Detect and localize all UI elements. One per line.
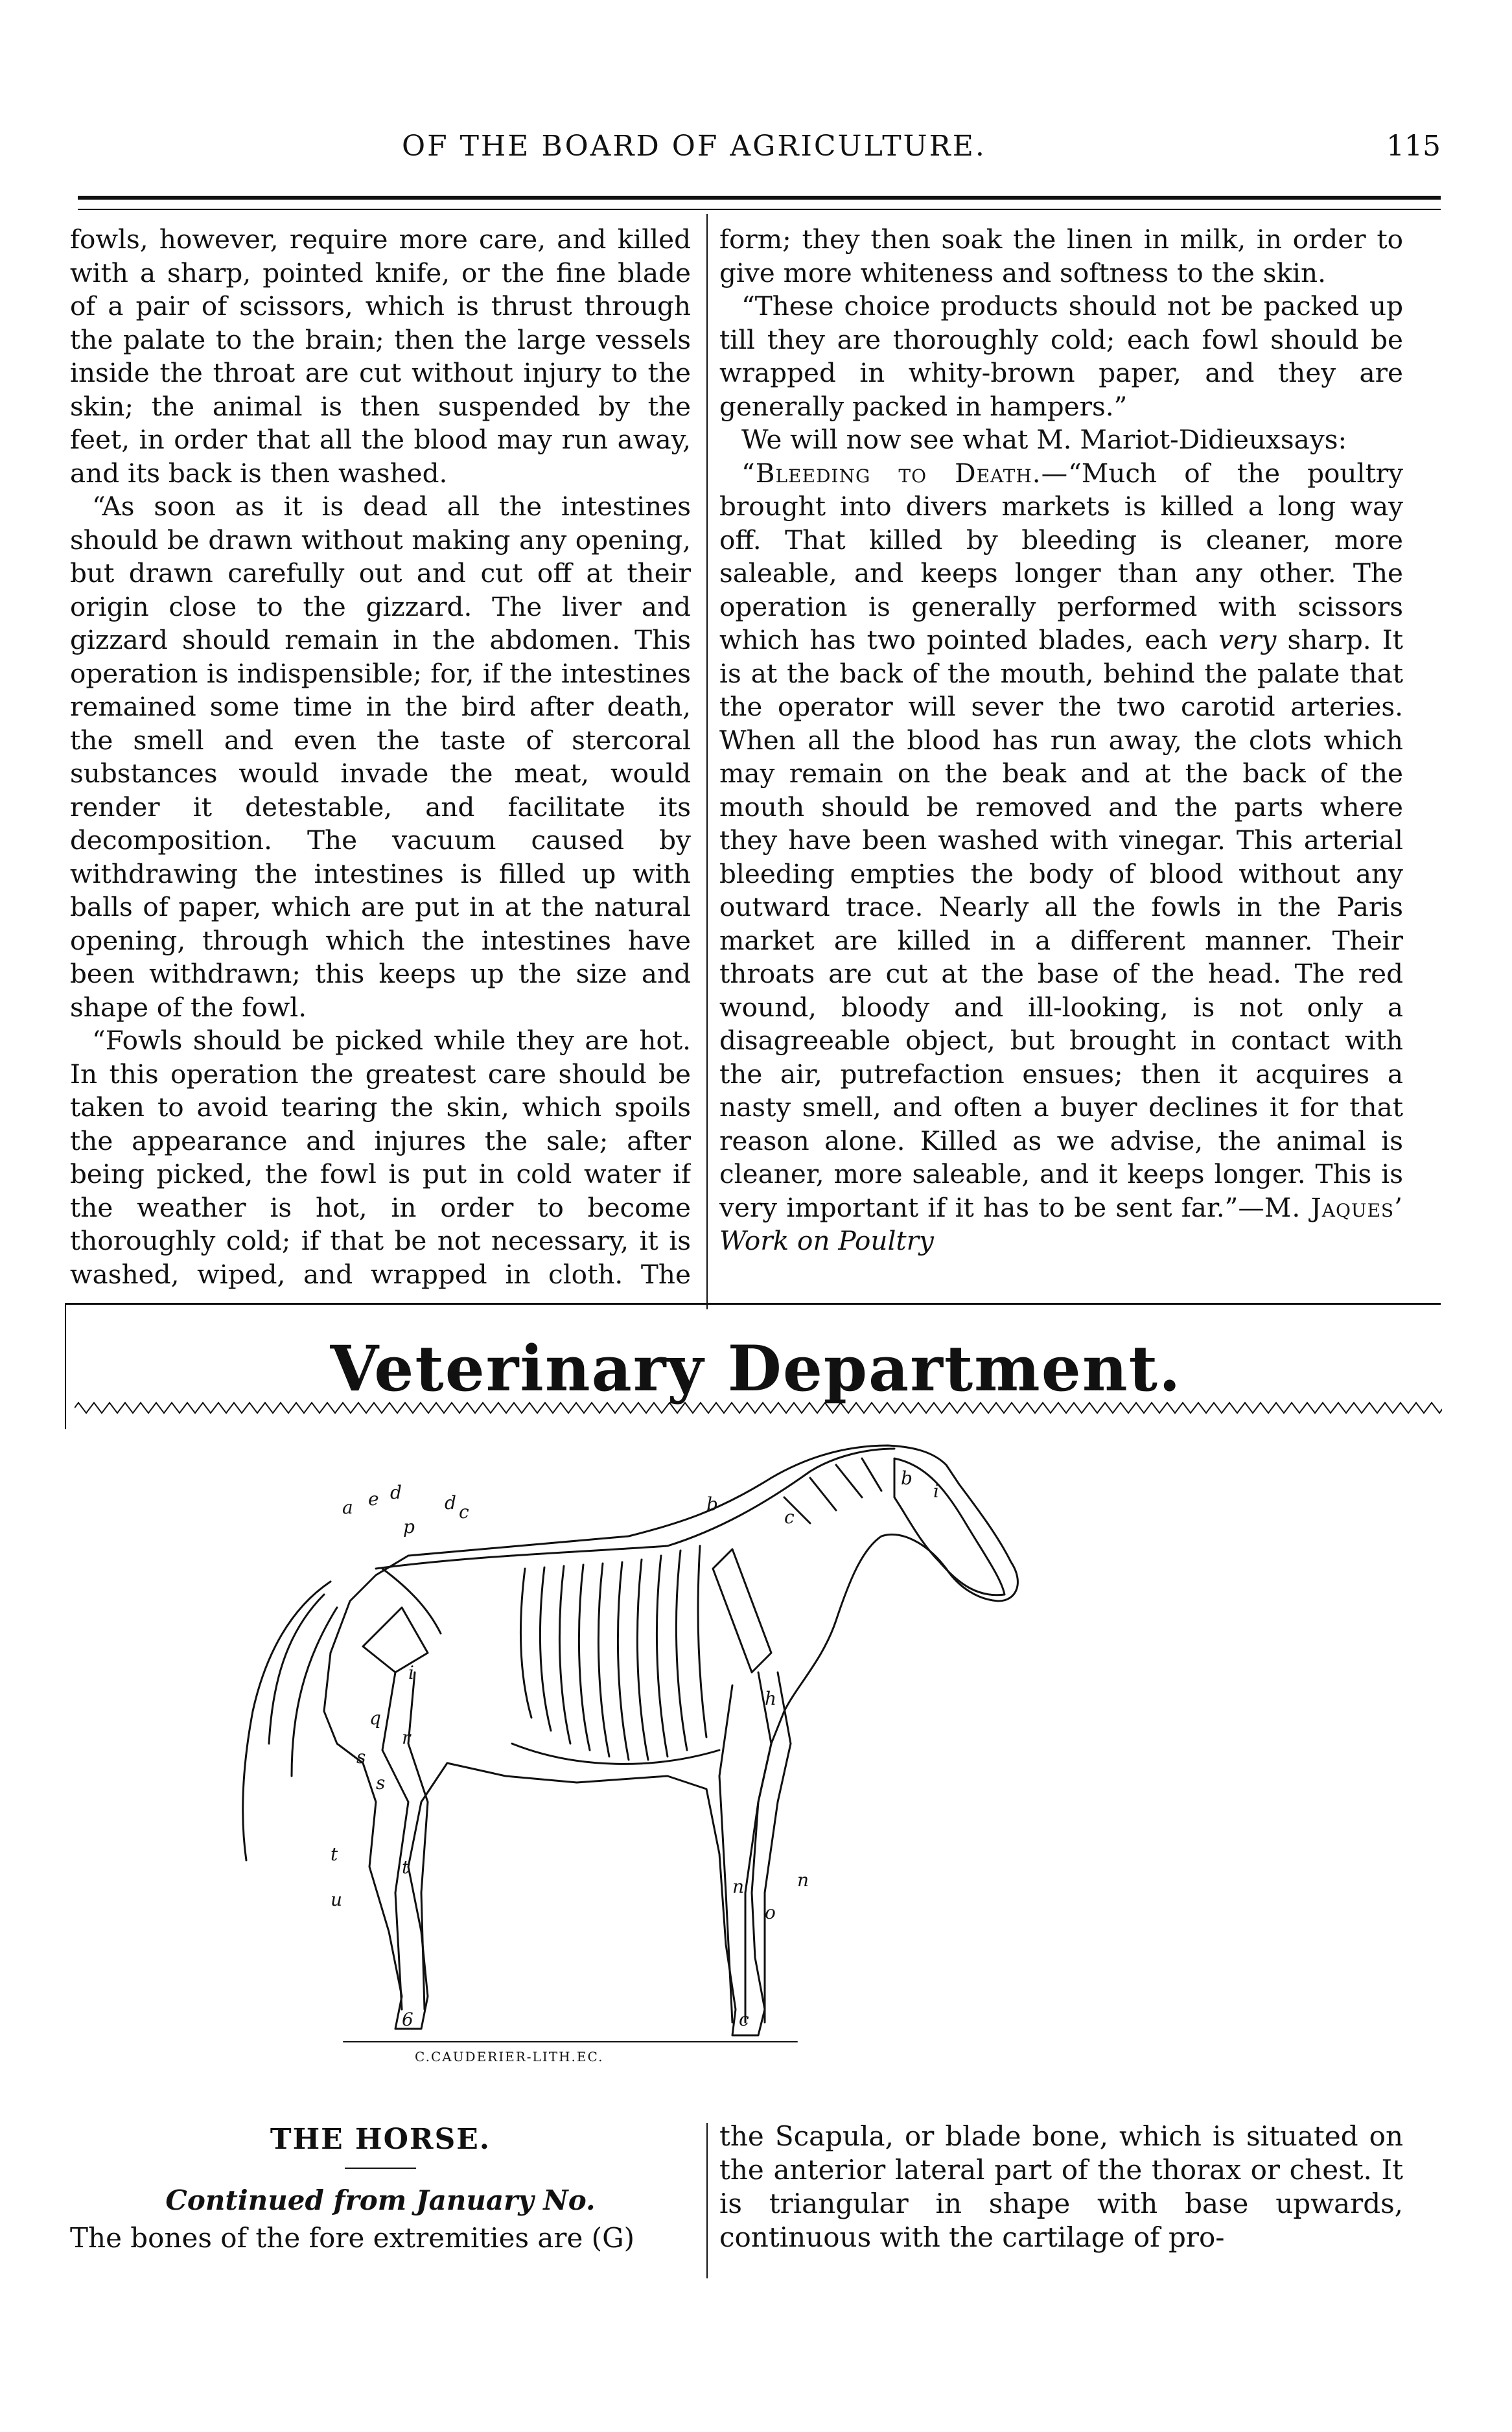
continued-note: Continued from January No. [165,2184,596,2216]
figure-label: s [376,1772,386,1794]
horse-outline [324,1445,1018,2035]
right-column [719,223,1403,1292]
bleeding-text-a: “Much of the poultry brought into divers markets is killed a long way off. That killed by bleeding is cleaner, more saleable, and keeps longer than any other. The operation is generally performed with scissors which has two pointed blades, each [719,457,1403,655]
horse-skeleton-illustration [214,1439,1199,2087]
figure-label: o [765,1902,776,1923]
right-paragraph-1: form; they then soak the linen in milk, in order to give more whiteness and softness to the skin. [719,224,1403,288]
figure-label: i [408,1662,414,1683]
figure-label: c [784,1506,795,1528]
running-title: OF THE BOARD OF AGRICULTURE. [402,130,986,163]
figure-label: h [765,1688,777,1709]
citation-work: Work on Poultry [719,1225,934,1256]
horse-ribcage [512,1546,719,1764]
figure-label: a [342,1497,353,1518]
engraver-signature: C.CAUDERIER-LITH.EC. [415,2049,604,2064]
page-number: 115 [1386,130,1441,163]
figure-label: i [933,1480,939,1502]
figure-label: d [445,1492,456,1514]
figure-label: c [459,1501,469,1523]
right-paragraph-2: “These choice products should not be packed up till they are thoroughly cold; each fowl should be wrapped in whity-brown paper, and they are generally packed in hampers.” [719,290,1403,422]
horse-article-left-text: The bones of the fore extremities are (G) [70,2222,635,2254]
left-paragraph-3: “Fowls should be picked while they are hot. In this operation the greatest care should be taken to avoid tearing the skin, which spoils the appearance and injures the sale; after being picked, the fowl is put in cold water if the weather is hot, in order to become thoroughly cold; if that be not necessary, it is washed, wiped, and wrapped in cloth. The [70,1025,691,1290]
right-paragraph-3: We will now see what M. Mariot-Didieuxsays: [741,424,1347,455]
horse-hind-limb [382,1672,428,2009]
horse-neck-vertebrae [784,1458,881,1523]
left-paragraph-2: “As soon as it is dead all the intestines should be drawn without making any opening, but drawn carefully out and cut off at their origin close to the gizzard. The liver and gizzard should remain in the abdomen. This operation is indispensible; for, if the intestines remained some time in the bird after death, the smell and even the taste of stercoral substances would invade the meat, would render it detestable, and facilitate its decomposition. The vacuum caused by withdrawing the intestines is filled up with balls of paper, which are put in at the natural opening, through which the intestines have been withdrawn; this keeps up the size and shape of the fowl. [70,491,691,1023]
horse-article-right-text: the Scapula, or blade bone, which is situated on the anterior lateral part of the thorax or chest. It is triangular in shape with base upwards, continuous with the cartilage of pro- [719,2120,1403,2253]
figure-label: n [797,1869,809,1891]
bleeding-text-b: sharp. It is at the back of the mouth, behind the palate that the operator will sever the two carotid arteries. When all the blood has run away, the clots which may remain on the beak and at the back of the mouth should be removed and the parts where they have been washed with vinegar. This arterial bleeding empties the body of blood without any outward trace. Nearly all the fowls in the Paris market are killed in a different manner. Their throats are cut at the base of the head. The red wound, bloody and ill-looking, is not only a disagreeable object, but brought in contact with the air, putrefaction ensues; then it acquires a nasty smell, and often a buyer declines it for that reason alone. Killed as we advise, the animal is cleaner, more saleable, and it keeps longer. This is very important if it has to be sent far.”— [719,624,1403,1223]
bleeding-heading: “Bleeding to Death.— [741,457,1069,489]
horse-pelvis [363,1569,441,1672]
figure-label: t [402,1856,410,1878]
header-rule-thin [78,209,1441,210]
horse-article-right [719,2120,1403,2254]
department-title: Veterinary Department. [330,1332,1182,1405]
figure-label: c [739,2009,749,2030]
department-rule [65,1303,1441,1305]
figure-label: e [368,1488,379,1510]
column-divider-bottom [706,2123,708,2278]
figure-label: t [331,1843,338,1865]
right-paragraph-4 [719,457,1403,1258]
column-divider [706,214,708,1309]
figure-label: s [356,1746,366,1768]
figure-label: 6 [402,2009,413,2030]
figure-label: r [402,1727,411,1748]
wavy-rule [75,1400,1442,1416]
heading-rule [345,2168,416,2169]
header-rule [78,196,1441,200]
figure-label: q [369,1707,381,1729]
horse-scapula [713,1549,771,1672]
figure-label: p [403,1516,415,1538]
figure-label: u [331,1889,343,1910]
figure-label: b [706,1493,718,1515]
figure-label: d [390,1482,402,1503]
horse-heading: THE HORSE. [270,2123,491,2156]
running-head [78,130,1441,175]
left-column [70,223,691,1292]
bleeding-emphasis: very [1218,624,1277,655]
left-paragraph-1: fowls, however, require more care, and killed with a sharp, pointed knife, or the fine blade of a pair of scissors, which is thrust through the palate to the brain; then the large vessels inside the throat are cut without injury to the skin; the animal is then suspended by the feet, in order that all the blood may run away, and its back is then washed. [70,224,691,489]
horse-tail [243,1582,337,1860]
figure-label: n [732,1876,745,1897]
figure-label: b [901,1467,913,1489]
horse-article-left [70,2123,691,2255]
citation-author: M. Jaques’ [1264,1191,1403,1223]
